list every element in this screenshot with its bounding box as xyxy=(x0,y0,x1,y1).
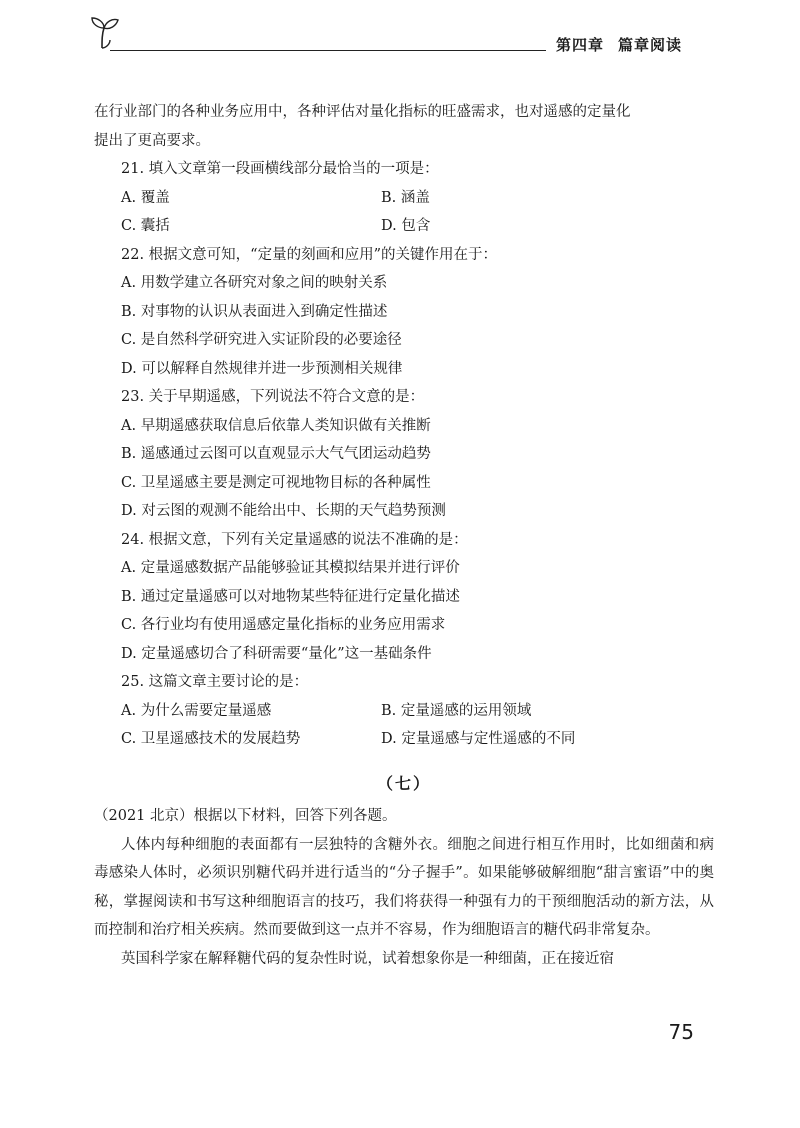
sprout-icon xyxy=(88,14,124,50)
option-row xyxy=(94,212,714,241)
option-a: A. 用数学建立各研究对象之间的映射关系 xyxy=(121,275,388,291)
question-stem: 24. 根据文意，下列有关定量遥感的说法不准确的是： xyxy=(121,531,468,548)
chapter-title: 篇章阅读 xyxy=(618,36,683,54)
option-c: C. 卫星遥感主要是测定可视地物目标的各种属性 xyxy=(121,474,431,491)
chapter-number: 第四章 xyxy=(556,36,605,54)
opening-line: 在行业部门的各种业务应用中，各种评估对量化指标的旺盛需求，也对遥感的定量化 xyxy=(94,104,631,120)
question-stem: 22. 根据文意可知，“定量的刻画和应用”的关键作用在于： xyxy=(121,246,497,263)
option-row xyxy=(94,725,714,754)
question-stem: 23. 关于早期遥感，下列说法不符合文意的是： xyxy=(121,389,425,405)
option-d: D. 可以解释自然规律并进一步预测相关规律 xyxy=(121,360,403,377)
option-a: A. 为什么需要定量遥感 xyxy=(121,702,272,719)
opening-line: 提出了更高要求。 xyxy=(94,132,210,149)
page-content xyxy=(94,98,714,973)
option-d: D. 定量遥感与定性遥感的不同 xyxy=(381,731,576,747)
option-a: A. 早期遥感获取信息后依靠人类知识做有关推断 xyxy=(121,417,431,434)
page-number: 75 xyxy=(668,1020,694,1044)
option-b: B. 定量遥感的运用领域 xyxy=(381,702,532,719)
option-d: D. 包含 xyxy=(381,218,431,234)
header-rule xyxy=(110,50,546,51)
option-c: C. 是自然科学研究进入实证阶段的必要途径 xyxy=(121,332,402,348)
option-a: A. 覆盖 xyxy=(121,189,170,206)
option-b: B. 对事物的认识从表面进入到确定性描述 xyxy=(121,303,388,320)
option-d: D. 定量遥感切合了科研需要“量化”这一基础条件 xyxy=(121,645,432,662)
section-title: （七） xyxy=(376,773,431,793)
option-row xyxy=(94,184,714,213)
option-d: D. 对云图的观测不能给出中、长期的天气趋势预测 xyxy=(121,503,446,519)
option-c: C. 卫星遥感技术的发展趋势 xyxy=(121,731,301,747)
page-header xyxy=(88,14,708,54)
option-b: B. 涵盖 xyxy=(381,189,430,206)
question-stem: 25. 这篇文章主要讨论的是： xyxy=(121,674,309,690)
option-b: B. 遥感通过云图可以直观显示大气气团运动趋势 xyxy=(121,446,431,462)
body-paragraph: 人体内每种细胞的表面都有一层独特的含糖外衣。细胞之间进行相互作用时，比如细菌和病毒感染人体时，必须识别糖代码并进行适当的“分子握手”。如果能够破解细胞“甜言蜜语”中的奥秘，掌握阅读和书写这种细胞语言的技巧，我们将获得一种强有力的干预细胞活动的新方法，从而控制和治疗相关疾病。然而要做到这一点并不容易，作为细胞语言的糖代码非常复杂。 xyxy=(94,836,714,938)
chapter-heading xyxy=(556,34,682,55)
option-b: B. 通过定量遥感可以对地物某些特征进行定量化描述 xyxy=(121,588,460,605)
option-row xyxy=(94,697,714,726)
body-paragraph: 英国科学家在解释糖代码的复杂性时说，试着想象你是一种细菌，正在接近宿 xyxy=(121,950,614,967)
question-stem: 21. 填入文章第一段画横线部分最恰当的一项是： xyxy=(121,161,439,177)
section-intro: （2021 北京）根据以下材料，回答下列各题。 xyxy=(94,808,397,824)
option-c: C. 囊括 xyxy=(121,218,170,234)
option-a: A. 定量遥感数据产品能够验证其模拟结果并进行评价 xyxy=(121,560,460,576)
option-c: C. 各行业均有使用遥感定量化指标的业务应用需求 xyxy=(121,617,446,633)
